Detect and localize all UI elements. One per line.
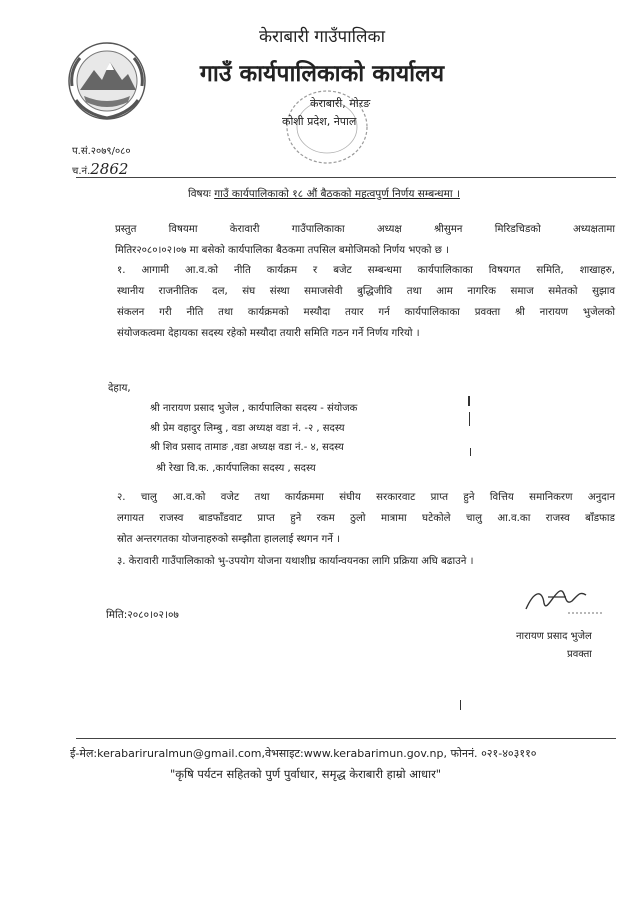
paragraph-line: १. आगामी आ.व.को नीति कार्यक्रम र बजेट सम्बन्धमा कार्यपालिकाका विषयगत समिति, शाखाहरु,	[117, 265, 615, 276]
subject-label: विषयः	[188, 188, 211, 200]
website-label: वेभसाइट:	[264, 747, 304, 760]
dispatch-number-value: 2862	[90, 160, 129, 178]
phone-number: ०२१-४०३११०	[481, 747, 537, 760]
header-divider	[76, 177, 616, 178]
signature-mark	[520, 583, 606, 617]
intro-paragraph	[115, 219, 615, 261]
committee-member: श्री नारायण प्रसाद भुजेल , कार्यपालिका सदस्य - संयोजक	[150, 403, 358, 414]
paragraph-line: संकलन गरी नीति तथा कार्यक्रमको मस्यौदा तयार गर्न कार्यपालिकाका प्रवक्ता श्री नारायण भुजेलको	[117, 307, 615, 318]
footer-divider	[76, 738, 616, 739]
address-line-1: केराबारी, मोरङ	[310, 97, 371, 110]
subject-line	[188, 187, 460, 201]
paragraph-line: संयोजकत्वमा देहायका सदस्य रहेको मस्यौदा तयारी समिति गठन गर्ने निर्णय गरियो ।	[117, 328, 420, 339]
email-link[interactable]: kerabariruralmun@gmail.com	[97, 747, 262, 760]
dehay-label: देहाय,	[108, 383, 131, 394]
margin-mark	[470, 448, 471, 456]
phone-label: फोननं.	[450, 747, 478, 760]
decision-2	[117, 487, 615, 550]
organization-name: केराबारी गाउँपालिका	[258, 27, 386, 47]
paragraph-line: स्थानीय राजनीतिक दल, संघ संस्था समाजसेवी बुद्धिजीवि तथा आम नागरिक समाज समेतको सुझाव	[117, 286, 615, 297]
decision-3	[117, 551, 615, 572]
paragraph-line: स्रोत अन्तरगतका योजनाहरुको सम्झौता हाललाई स्थगन गर्ने ।	[117, 534, 341, 545]
paragraph-line: लगायत राजस्व बाडफाँडवाट प्राप्त हुने रकम ठुलो मात्रामा घटेकोले चालु आ.व.का राजस्व बाँडफाड	[117, 513, 615, 524]
paragraph-line: मितिर२०८०।०२।०७ मा बसेको कार्यपालिका बैठकमा तपसिल बमोजिमको निर्णय भएको छ ।	[115, 245, 449, 256]
office-title: गाउँ कार्यपालिकाको कार्यालय	[199, 61, 445, 87]
margin-mark	[468, 396, 470, 406]
footer-motto: "कृषि पर्यटन सहितको पुर्ण पुर्वाधार, समृद्ध केराबारी हाम्रो आधार"	[170, 767, 442, 781]
paragraph-line: २. चालु आ.व.को वजेट तथा कार्यक्रममा संघीय सरकारवाट प्राप्त हुने वित्तिय समानिकरण अनुदान	[117, 492, 615, 503]
address-line-2: कोशी प्रदेश, नेपाल	[282, 115, 357, 128]
paragraph-line: ३. केरावारी गाउँपालिकाको भु-उपयोग योजना यथाशीघ्र कार्यान्वयनका लागि प्रक्रिया अघि बढाउने ।	[117, 556, 474, 567]
signatory-name: नारायण प्रसाद भुजेल	[516, 631, 592, 642]
decision-1	[117, 260, 615, 344]
margin-mark	[469, 412, 470, 426]
document-date: मिति:२०८०।०२।०७	[106, 609, 179, 621]
dispatch-label: च.नं.	[72, 166, 91, 177]
dispatch-number	[72, 160, 128, 178]
committee-member: श्री प्रेम वहादुर लिम्बु , वडा अध्यक्ष वडा नं. -२ , सदस्य	[150, 423, 345, 434]
committee-member: श्री रेखा वि.क. ,कार्यपालिका सदस्य , सदस्य	[156, 463, 316, 474]
paragraph-line: प्रस्तुत विषयमा केरावारी गाउँपालिकाका अध्यक्ष श्रीसुमन मिरिडचिडको अध्यक्षतामा	[115, 224, 615, 235]
subject-text: गाउँ कार्यपालिकाको १८ औं बैठकको महत्वपुर्ण निर्णय सम्बन्धमा ।	[214, 188, 460, 200]
reference-number: प.सं.२०७९/०८०	[72, 146, 131, 157]
margin-mark	[460, 700, 461, 710]
committee-member: श्री शिव प्रसाद तामाङ ,वडा अध्यक्ष वडा नं.- ४, सदस्य	[150, 442, 344, 453]
website-link[interactable]: www.kerabarimun.gov.np	[303, 747, 444, 760]
email-label: ई-मेल:	[70, 747, 98, 760]
footer-contact: ई-मेल:kerabariruralmun@gmail.com,वेभसाइट:www.kerabarimun.gov.np, फोननं. ०२१-४०३११०	[70, 747, 537, 760]
signatory-title: प्रवक्ता	[567, 649, 592, 660]
